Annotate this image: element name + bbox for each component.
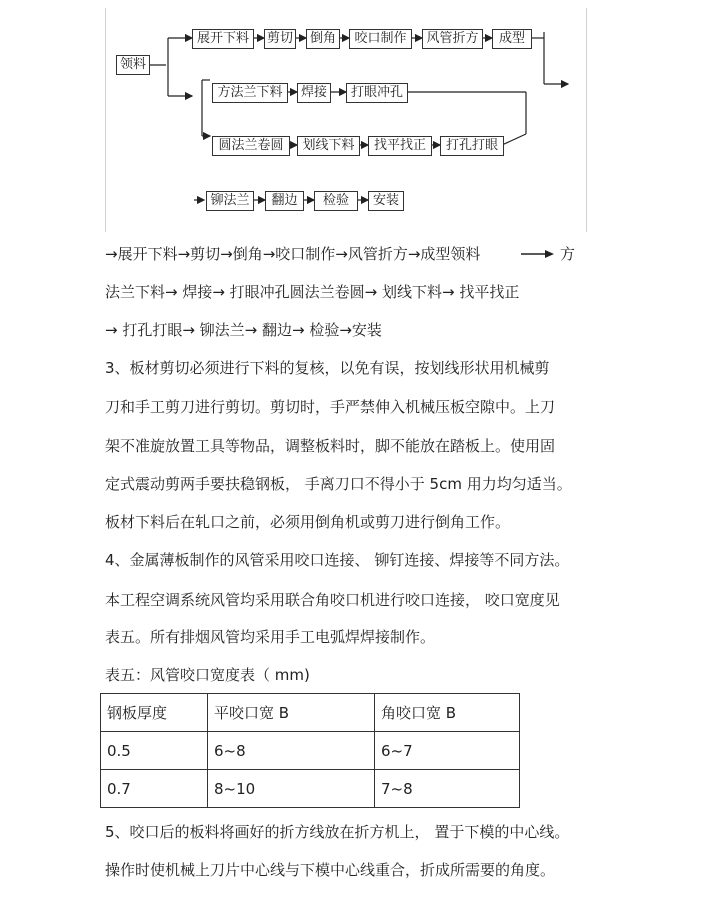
flow-box-row4-2: 翻边: [265, 191, 304, 211]
para-5-line-2: 操作时使机械上刀片中心线与下模中心线重合，折成所需要的角度。: [105, 861, 556, 879]
flow-text-line-2: 法兰下料→ 焊接→ 打眼冲孔圆法兰卷圆→ 划线下料→ 找平找正: [105, 283, 520, 301]
process-flow-diagram: [105, 8, 587, 232]
flow-box-row1-5: 风管折方: [422, 29, 483, 49]
para-3-line-1: 3、板材剪切必须进行下料的复核，以免有误，按划线形状用机械剪: [105, 359, 550, 377]
para-3-line-3: 架不准旋放置工具等物品，调整板料时，脚不能放在踏板上。使用固: [105, 437, 556, 455]
para-4-line-1: 4、金属薄板制作的风管采用咬口连接、 铆钉连接、焊接等不同方法。: [105, 551, 570, 569]
flow-text-part-a: →展开下料→剪切→倒角→咬口制作→风管折方→成型领料: [105, 245, 481, 263]
table-cell: 6~8: [208, 732, 375, 770]
table-row: [101, 732, 520, 770]
flow-text-line-1: [105, 244, 575, 264]
table-header-cell: 角咬口宽 B: [375, 694, 520, 732]
flow-box-row3-3: 找平找正: [368, 136, 432, 156]
arrow-glyph: [521, 244, 555, 264]
flow-box-row4-4: 安装: [368, 191, 404, 211]
flow-box-row1-1: 展开下料: [192, 29, 254, 49]
flow-box-row4-3: 检验: [314, 191, 358, 211]
para-3-line-5: 板材下料后在轧口之前，必须用倒角机或剪刀进行倒角工作。: [105, 513, 511, 531]
table-cell: 0.5: [101, 732, 208, 770]
para-5-line-1: 5、咬口后的板料将画好的折方线放在折方机上， 置于下模的中心线。: [105, 823, 570, 841]
flow-box-start: 领料: [116, 55, 150, 75]
flow-box-row4-1: 铆法兰: [206, 191, 254, 211]
table-header-cell: 钢板厚度: [101, 694, 208, 732]
flow-box-row1-6: 成型: [492, 29, 532, 49]
table-caption: 表五：风管咬口宽度表（ mm): [105, 666, 310, 684]
para-4-line-3: 表五。所有排烟风管均采用手工电弧焊焊接制作。: [105, 628, 436, 646]
seam-width-table: [100, 693, 520, 808]
flow-box-row3-4: 打孔打眼: [440, 136, 504, 156]
para-4-line-2: 本工程空调系统风管均采用联合角咬口机进行咬口连接， 咬口宽度见: [105, 591, 560, 609]
flow-box-row1-4: 咬口制作: [349, 29, 412, 49]
flow-text-line-3: → 打孔打眼→ 铆法兰→ 翻边→ 检验→安装: [105, 321, 382, 339]
table-cell: 8~10: [208, 770, 375, 808]
table-cell: 6~7: [375, 732, 520, 770]
flow-box-row3-1: 圆法兰卷圆: [212, 136, 290, 156]
flow-box-row3-2: 划线下料: [297, 136, 360, 156]
flow-box-row2-2: 焊接: [297, 83, 331, 103]
para-3-line-2: 刀和手工剪刀进行剪切。剪切时，手严禁伸入机械压板空隙中。上刀: [105, 398, 556, 416]
table-row: [101, 770, 520, 808]
flow-text-part-b: 方: [559, 245, 575, 263]
para-3-line-4: 定式震动剪两手要扶稳钢板， 手离刀口不得小于 5cm 用力均匀适当。: [105, 475, 572, 493]
table-cell: 7~8: [375, 770, 520, 808]
flow-box-row1-2: 剪切: [264, 29, 296, 49]
table-header-row: [101, 694, 520, 732]
table-header-cell: 平咬口宽 B: [208, 694, 375, 732]
flow-box-row2-1: 方法兰下料: [212, 83, 288, 103]
flow-box-row1-3: 倒角: [306, 29, 340, 49]
table-cell: 0.7: [101, 770, 208, 808]
flow-box-row2-3: 打眼冲孔: [346, 83, 408, 103]
